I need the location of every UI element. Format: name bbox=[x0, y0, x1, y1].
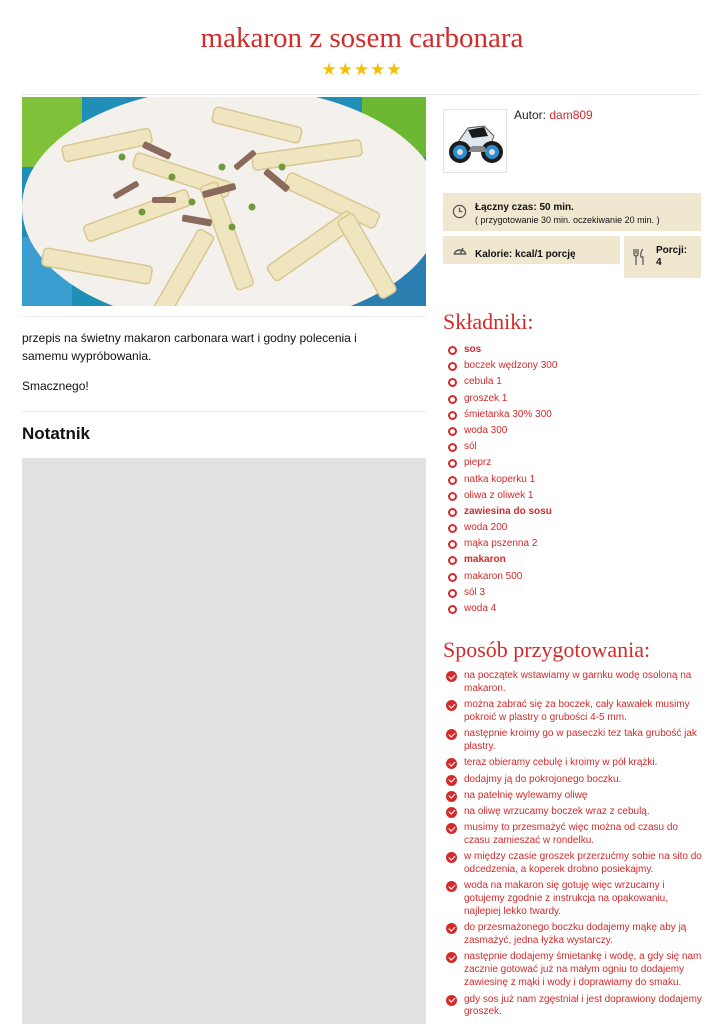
check-icon bbox=[446, 791, 457, 802]
step-text: na początek wstawiamy w garnku wodę osoloną na makaron. bbox=[464, 670, 692, 694]
bullet-circle-icon bbox=[448, 443, 457, 452]
ingredient-item bbox=[448, 585, 557, 601]
recipe-photo bbox=[22, 97, 426, 306]
check-icon bbox=[446, 923, 457, 934]
check-icon bbox=[446, 807, 457, 818]
check-icon bbox=[446, 700, 457, 711]
ingredients-heading: Składniki: bbox=[443, 309, 534, 334]
ingredient-text: śmietanka 30% 300 bbox=[464, 408, 552, 420]
author-label: Autor: bbox=[514, 108, 550, 122]
cutlery-icon bbox=[633, 248, 645, 271]
step-item bbox=[446, 670, 704, 696]
description-text: przepis na świetny makaron carbonara wart i godny polecenia i samemu wypróbowania. bbox=[22, 331, 357, 363]
ingredient-text: woda 200 bbox=[464, 522, 508, 534]
ingredient-item bbox=[448, 407, 557, 423]
bullet-circle-icon bbox=[448, 556, 457, 565]
ingredient-text: woda 4 bbox=[464, 603, 497, 614]
ingredient-item bbox=[448, 391, 557, 407]
total-time-box bbox=[443, 193, 701, 231]
check-icon bbox=[446, 852, 457, 863]
ingredient-item bbox=[448, 455, 557, 471]
step-item bbox=[446, 851, 704, 877]
ingredient-text: pieprz bbox=[464, 457, 492, 469]
check-icon bbox=[446, 952, 457, 963]
ingredient-text: sos bbox=[464, 344, 482, 355]
step-item bbox=[446, 774, 704, 787]
author-avatar[interactable] bbox=[443, 109, 507, 173]
ingredient-item bbox=[448, 423, 557, 439]
bullet-circle-icon bbox=[448, 378, 457, 387]
step-item bbox=[446, 922, 704, 948]
divider bbox=[22, 94, 700, 95]
bullet-circle-icon bbox=[448, 573, 457, 582]
ingredient-text: zawiesina do sosu bbox=[464, 505, 552, 517]
step-item bbox=[446, 728, 704, 754]
check-icon bbox=[446, 881, 457, 892]
step-item bbox=[446, 806, 704, 819]
step-text: na oliwę wrzucamy boczek wraz z cebulą. bbox=[464, 805, 650, 817]
calories-box bbox=[443, 236, 620, 264]
check-icon bbox=[446, 995, 457, 1006]
ingredient-text: oliwa z oliwek 1 bbox=[464, 489, 534, 501]
recipe-title: makaron z sosem carbonara bbox=[200, 22, 524, 54]
portions-label: Porcji: bbox=[656, 245, 688, 256]
step-item bbox=[446, 757, 704, 770]
bullet-circle-icon bbox=[448, 395, 457, 404]
portions-value: 4 bbox=[656, 257, 662, 268]
time-detail: ( przygotowanie 30 min. oczekiwanie 20 min. ) bbox=[475, 215, 660, 225]
ingredient-text: sól 3 bbox=[464, 586, 486, 598]
step-text: na patelnię wylewamy oliwę bbox=[464, 789, 588, 801]
ingredient-item bbox=[448, 536, 557, 552]
bullet-circle-icon bbox=[448, 362, 457, 371]
ingredient-text: natka koperku 1 bbox=[464, 473, 536, 485]
step-text: do przesmażonego boczku dodajemy mąkę aby ją zasmażyć, jedna łyżka wystarczy. bbox=[464, 922, 687, 947]
bullet-circle-icon bbox=[448, 492, 457, 501]
check-icon bbox=[446, 775, 457, 786]
bullet-circle-icon bbox=[448, 605, 457, 614]
ingredient-group-header bbox=[448, 504, 557, 520]
bullet-circle-icon bbox=[448, 540, 457, 549]
step-text: w między czasie groszek przerzućmy sobie na sito do odcedzenia, a koperek drobno posiekajmy. bbox=[464, 851, 702, 876]
ingredient-text: makaron bbox=[464, 554, 506, 566]
clock-icon bbox=[452, 204, 467, 224]
step-item bbox=[446, 790, 704, 803]
ingredient-item bbox=[448, 358, 557, 374]
check-icon bbox=[446, 729, 457, 740]
ingredient-text: makaron 500 bbox=[464, 570, 523, 582]
bullet-circle-icon bbox=[448, 427, 457, 436]
rating-stars[interactable]: ★★★★★ bbox=[321, 60, 403, 79]
step-item bbox=[446, 994, 704, 1020]
steps-heading: Sposób przygotowania: bbox=[443, 637, 651, 662]
calories-icon bbox=[452, 242, 468, 262]
ingredient-item bbox=[448, 569, 557, 585]
bullet-circle-icon bbox=[448, 459, 457, 468]
ingredient-text: cebula 1 bbox=[464, 376, 502, 388]
notebook-area[interactable] bbox=[22, 458, 426, 1024]
ingredient-group-header bbox=[448, 552, 557, 568]
ingredient-text: mąka pszenna 2 bbox=[464, 538, 538, 550]
bullet-circle-icon bbox=[448, 508, 457, 517]
step-text: można zabrać się za boczek, cały kawałek musimy pokroić w plastry o grubości 4-5 mm. bbox=[464, 699, 690, 724]
ingredients-list bbox=[448, 342, 557, 617]
ingredient-item bbox=[448, 472, 557, 488]
step-item bbox=[446, 699, 704, 725]
step-item bbox=[446, 951, 704, 990]
steps-list bbox=[446, 670, 704, 1023]
step-text: następnie dodajemy śmietankę i wodę, a gdy się nam zacznie gotować już na małym ogniu to dodajemy zawiesinę z mąki i wody i doprawiamy do smaku. bbox=[464, 951, 702, 989]
ingredient-text: sól bbox=[464, 441, 477, 453]
ingredient-text: groszek 1 bbox=[464, 392, 508, 404]
portions-box bbox=[624, 236, 701, 278]
step-item bbox=[446, 822, 704, 848]
bullet-circle-icon bbox=[448, 346, 457, 355]
step-text: woda na makaron się gotuję więc wrzucamy i gotujemy zgodnie z instrukcja na opakowaniu, najlepiej lekko twardy. bbox=[464, 880, 669, 918]
ingredient-group-header bbox=[448, 342, 557, 358]
check-icon bbox=[446, 823, 457, 834]
calories: Kalorie: kcal/1 porcję bbox=[475, 249, 576, 260]
notebook-heading: Notatnik bbox=[22, 424, 90, 443]
step-text: następnie kroimy go w paseczki tez taka grubość jak plastry. bbox=[464, 728, 697, 753]
ingredient-text: woda 300 bbox=[464, 424, 508, 436]
ingredient-item bbox=[448, 439, 557, 455]
recipe-description bbox=[22, 316, 426, 412]
step-text: gdy sos już nam zgęstniał i jest doprawiony dodajemy groszek. bbox=[464, 993, 702, 1018]
step-item bbox=[446, 880, 704, 919]
check-icon bbox=[446, 758, 457, 769]
bullet-circle-icon bbox=[448, 411, 457, 420]
total-time: Łączny czas: 50 min. bbox=[475, 202, 574, 213]
ingredient-item bbox=[448, 488, 557, 504]
step-text: dodajmy ją do pokrojonego boczku. bbox=[464, 773, 622, 785]
step-text: musimy to przesmażyć więc można od czasu do czasu zamieszać w rondelku. bbox=[464, 822, 678, 847]
bullet-circle-icon bbox=[448, 524, 457, 533]
ingredient-text: boczek wędzony 300 bbox=[464, 360, 558, 372]
ingredient-item bbox=[448, 520, 557, 536]
author-line bbox=[514, 108, 593, 122]
closing-text: Smacznego! bbox=[22, 379, 89, 393]
bullet-circle-icon bbox=[448, 589, 457, 598]
author-link[interactable]: dam809 bbox=[549, 108, 593, 122]
ingredient-item bbox=[448, 601, 557, 617]
ingredient-item bbox=[448, 374, 557, 390]
bullet-circle-icon bbox=[448, 476, 457, 485]
step-text: teraz obieramy cebulę i kroimy w pół krążki. bbox=[464, 757, 658, 769]
check-icon bbox=[446, 671, 457, 682]
